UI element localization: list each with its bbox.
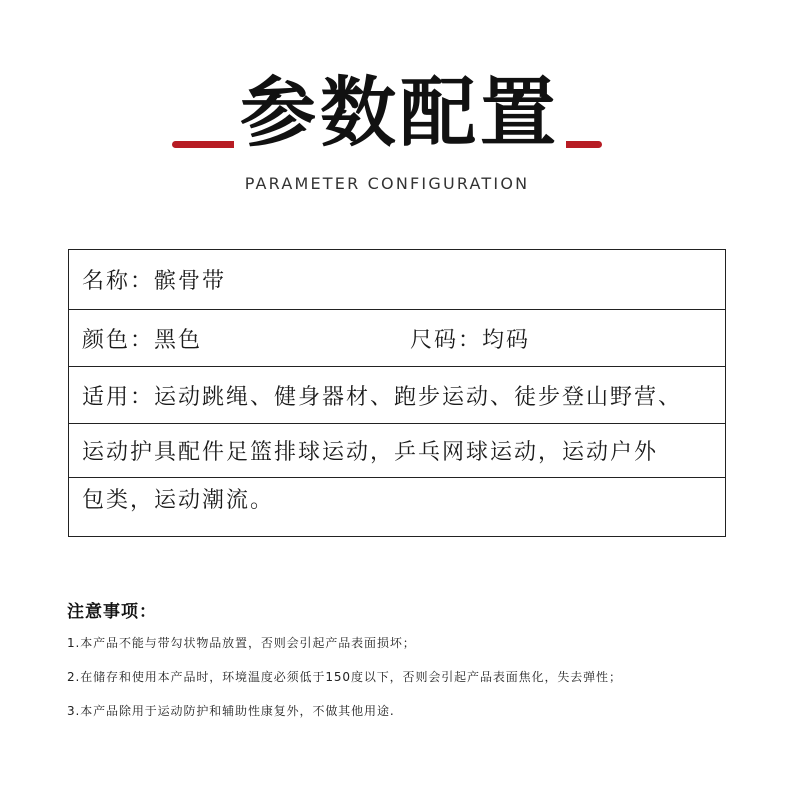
spec-usage-line1: 适用：运动跳绳、健身器材、跑步运动、徒步登山野营、 xyxy=(82,384,683,410)
spec-row-usage-3 xyxy=(69,478,725,518)
spec-row-usage-1 xyxy=(69,367,725,424)
spec-usage-line2: 运动护具配件足篮排球运动，乒乓网球运动，运动户外 xyxy=(82,440,659,465)
spec-color: 颜色：黑色 xyxy=(82,327,203,353)
page-title xyxy=(0,68,800,158)
spec-row-name xyxy=(69,250,725,310)
spec-table xyxy=(68,249,726,537)
note-item: 3.本产品除用于运动防护和辅助性康复外，不做其他用途. xyxy=(67,704,395,718)
spec-usage-line3: 包类，运动潮流。 xyxy=(82,487,275,513)
spec-name: 名称：髌骨带 xyxy=(82,269,227,294)
note-item: 2.在储存和使用本产品时，环境温度必须低于150度以下，否则会引起产品表面焦化，失去弹性； xyxy=(67,670,622,684)
spec-size: 尺码：均码 xyxy=(410,327,531,353)
page-subtitle: PARAMETER CONFIGURATION xyxy=(244,174,530,193)
spec-row-usage-2 xyxy=(69,424,725,478)
notes-title: 注意事项： xyxy=(67,602,157,622)
page-title-text: 参数配置 xyxy=(234,68,566,157)
spec-row-color-size xyxy=(69,310,725,367)
note-item: 1.本产品不能与带勾状物品放置，否则会引起产品表面损坏； xyxy=(67,636,416,650)
